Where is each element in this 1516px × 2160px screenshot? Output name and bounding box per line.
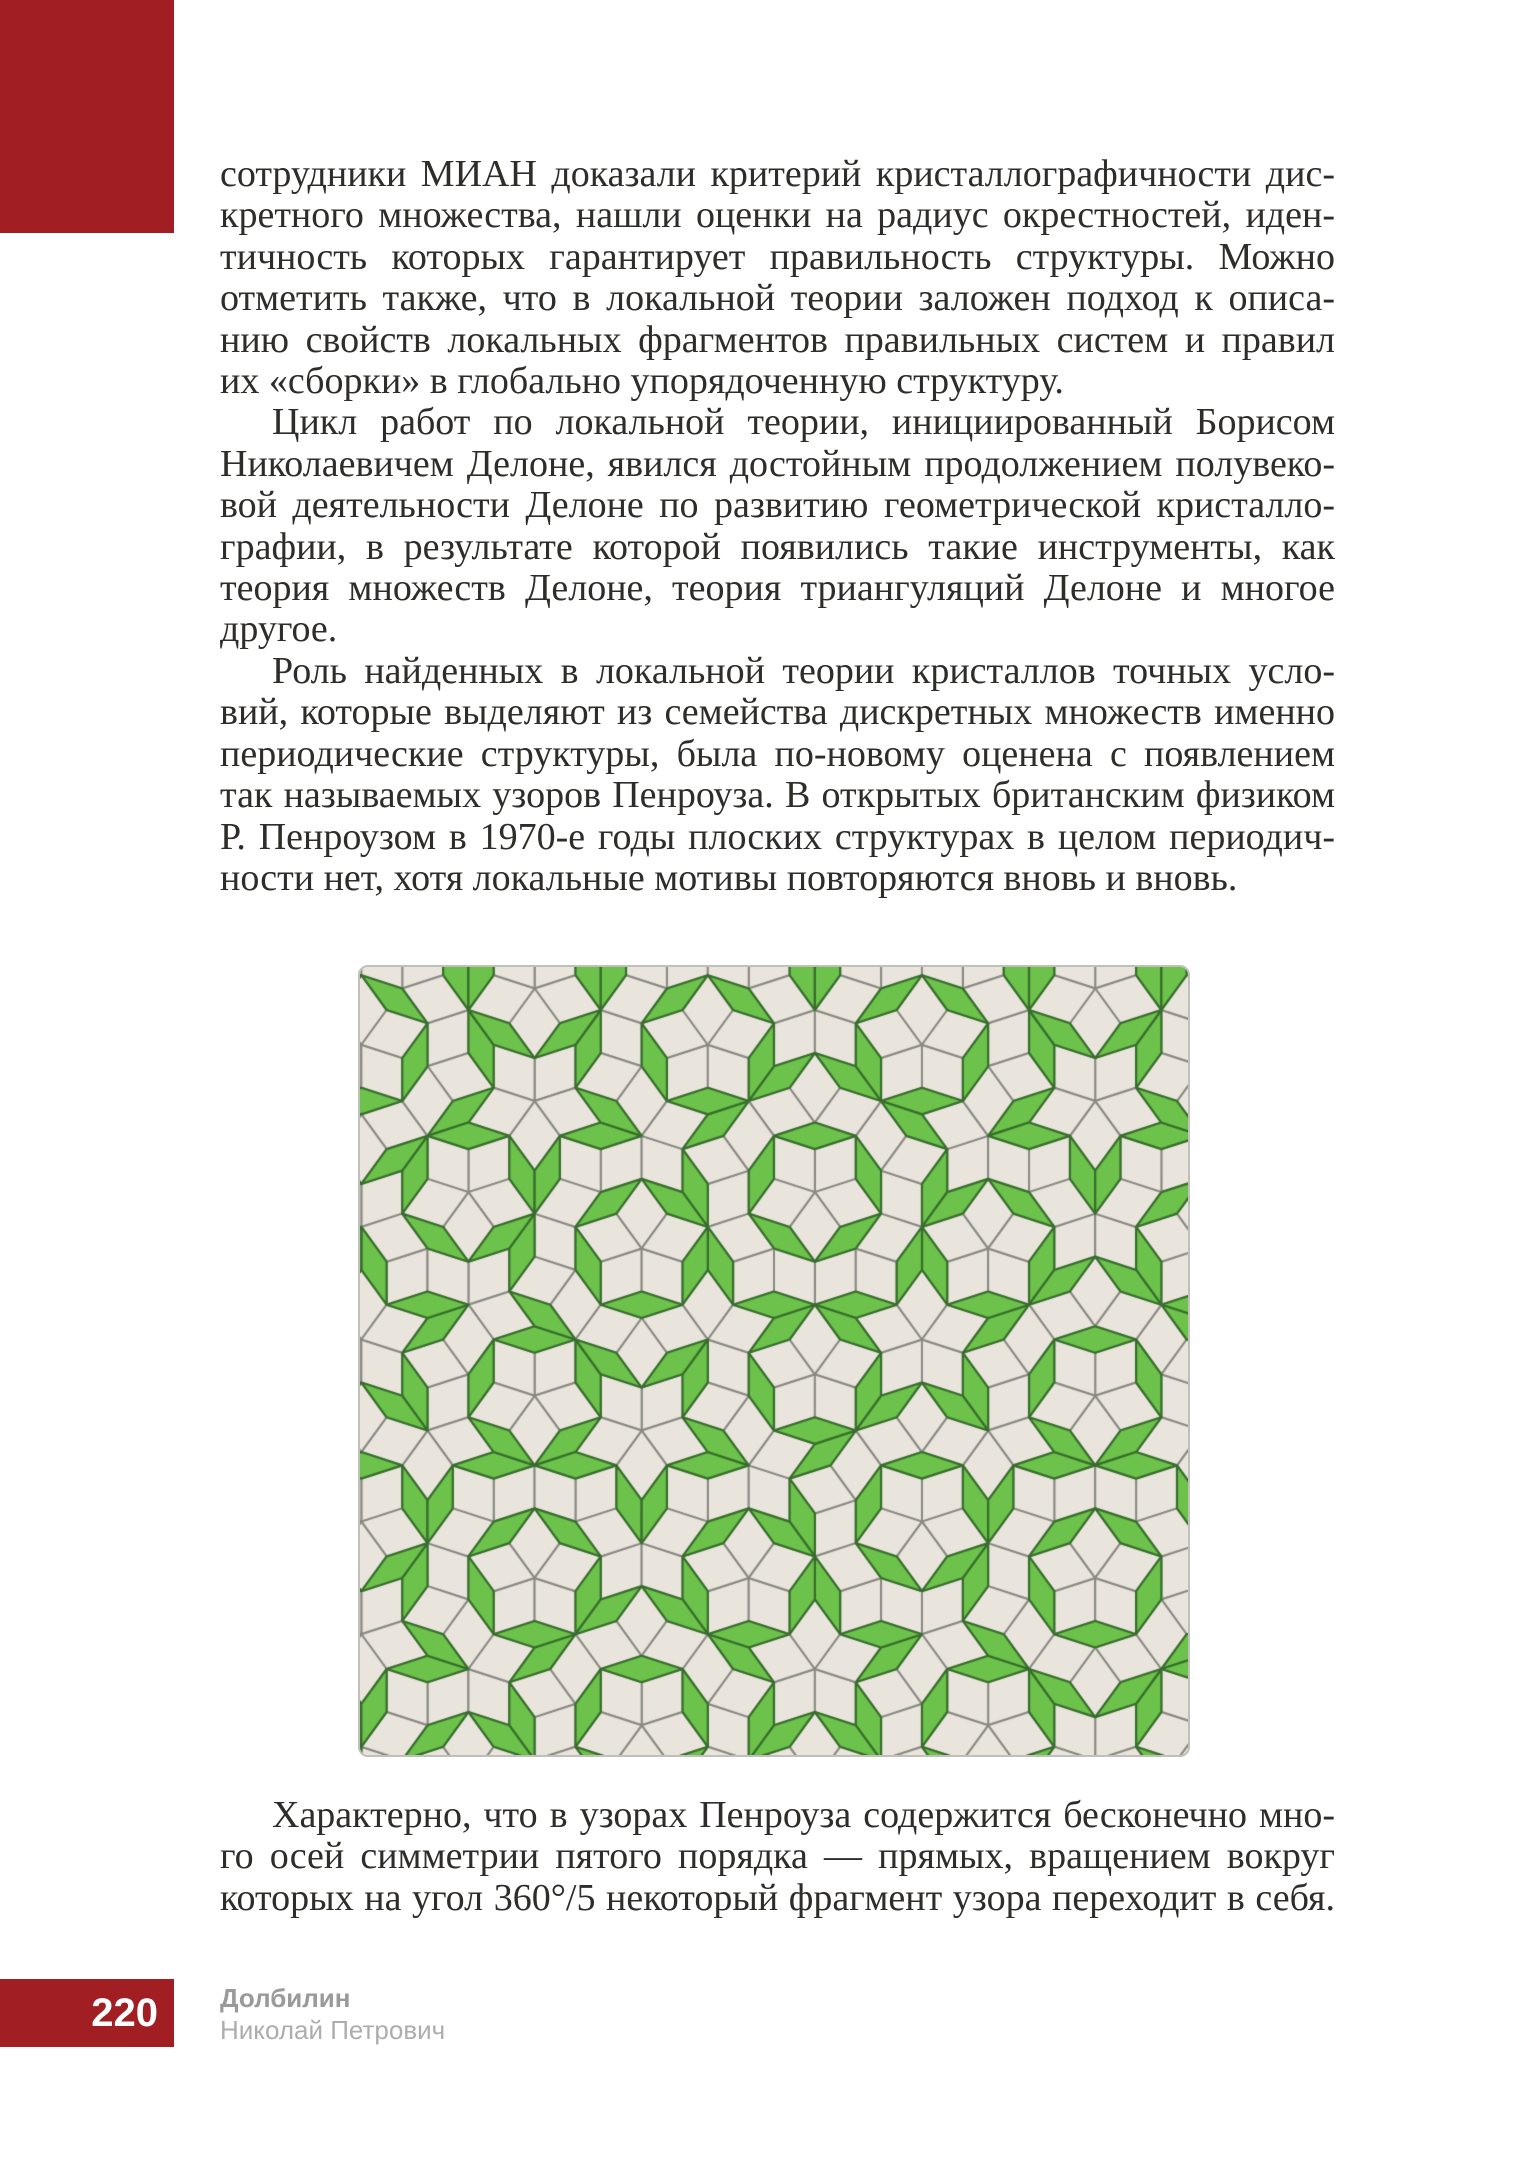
- corner-accent-block: [0, 0, 174, 233]
- text-line: ности нет, хотя локальные мотивы повторяются вновь и вновь.: [220, 856, 1238, 899]
- text-line: Цикл работ по локальной теории, инициированный Борисом: [272, 401, 1335, 444]
- text-line: Николаевичем Делоне, явился достойным продолжением полувеко-: [220, 442, 1335, 485]
- text-line: тичность которых гарантирует правильность структуры. Можно: [220, 235, 1335, 278]
- text-line: другое.: [220, 608, 338, 651]
- text-line: их «сборки» в глобально упорядоченную структуру.: [220, 360, 1064, 403]
- text-line: кретного множества, нашли оценки на радиус окрестностей, иден-: [220, 194, 1335, 237]
- paragraph: [220, 402, 1335, 650]
- author-block: [220, 1982, 445, 2046]
- text-line: вий, которые выделяют из семейства дискретных множеств именно: [220, 691, 1335, 734]
- text-line: теория множеств Делоне, теория триангуляций Делоне и многое: [220, 567, 1335, 610]
- text-line: графии, в результате которой появились такие инструменты, как: [220, 525, 1335, 568]
- text-line: периодические структуры, была по-новому оценена с появлением: [220, 732, 1335, 775]
- article-text: [220, 154, 1335, 899]
- text-line: сотрудники МИАН доказали критерий кристаллографичности дис-: [220, 153, 1335, 195]
- author-surname: Долбилин: [220, 1983, 351, 2013]
- penrose-tiling-figure: [358, 965, 1190, 1757]
- paragraph: [220, 651, 1335, 899]
- paragraph: [220, 1795, 1335, 1919]
- text-line: которых на угол 360°/5 некоторый фрагмент узора переходит в себя.: [220, 1876, 1335, 1919]
- text-line: Р. Пенроузом в 1970-е годы плоских структурах в целом периодич-: [220, 815, 1335, 858]
- paragraph: [220, 154, 1335, 402]
- text-line: отметить также, что в локальной теории заложен подход к описа-: [220, 277, 1335, 320]
- author-given-patronymic: Николай Петрович: [220, 2015, 446, 2045]
- text-line: нию свойств локальных фрагментов правильных систем и правил: [220, 318, 1335, 361]
- page-number: 220: [91, 1991, 158, 2035]
- text-line: Характерно, что в узорах Пенроуза содержится бесконечно мно-: [272, 1794, 1335, 1836]
- article-closing-text: [220, 1795, 1335, 1919]
- text-line: Роль найденных в локальной теории кристаллов точных усло-: [272, 649, 1335, 692]
- page-number-badge: [0, 1979, 174, 2047]
- text-line: так называемых узоров Пенроуза. В открытых британским физиком: [220, 774, 1335, 817]
- text-line: го осей симметрии пятого порядка — прямых, вращением вокруг: [220, 1835, 1335, 1878]
- text-line: вой деятельности Делоне по развитию геометрической кристалло-: [220, 484, 1335, 527]
- penrose-tiling-canvas: [360, 967, 1188, 1755]
